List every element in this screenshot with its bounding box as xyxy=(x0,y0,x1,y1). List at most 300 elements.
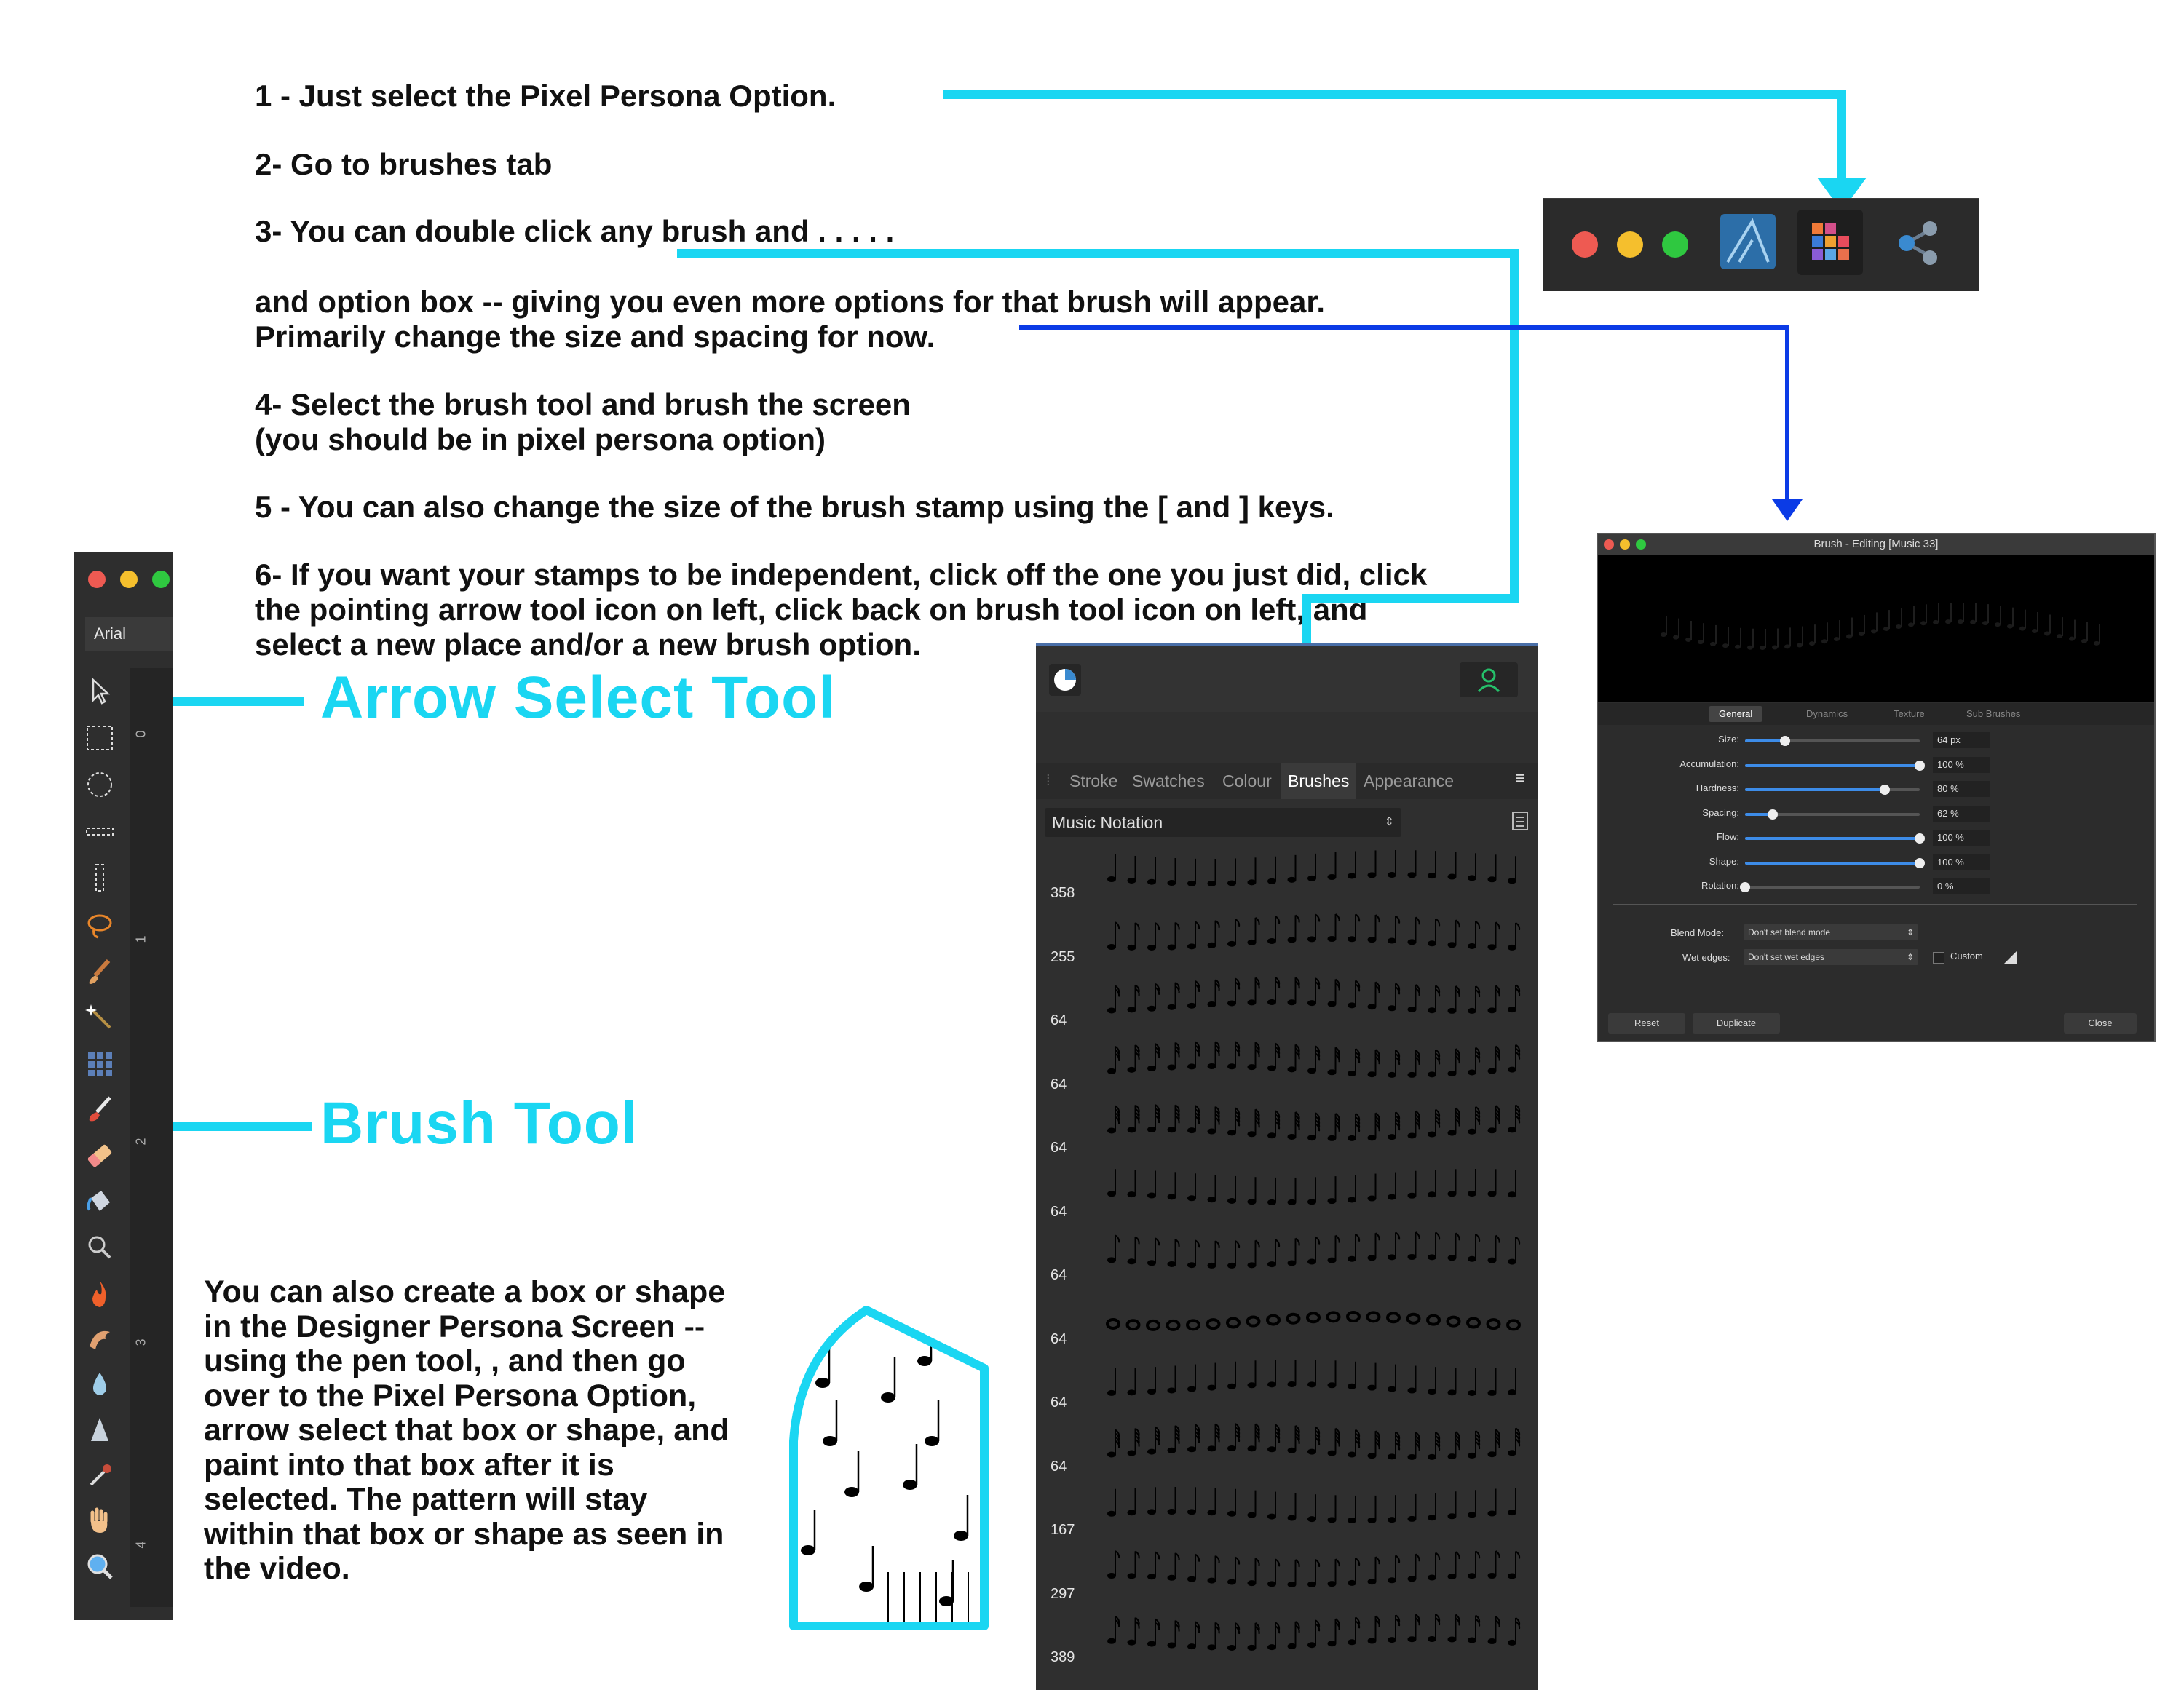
music-note-stamp xyxy=(1248,1109,1259,1137)
music-note-stamp xyxy=(1448,1614,1460,1642)
slider-fill xyxy=(1745,788,1885,791)
music-note-stamp xyxy=(1187,981,1199,1009)
column-marquee-icon[interactable] xyxy=(82,860,117,895)
music-note-stamp xyxy=(1488,1236,1500,1263)
music-note-stamp xyxy=(1168,1487,1176,1515)
slider-knob[interactable] xyxy=(1915,858,1925,868)
brush-param-label: Accumulation: xyxy=(1679,758,1739,769)
brush-param-slider[interactable] xyxy=(1745,813,1920,816)
list-view-icon[interactable] xyxy=(1512,811,1528,831)
brush-param-value[interactable]: 0 % xyxy=(1933,878,1990,894)
zoom-icon[interactable] xyxy=(82,1549,117,1584)
music-note-stamp xyxy=(1488,1169,1497,1197)
tab-texture[interactable]: Texture xyxy=(1894,708,1925,719)
move-arrow-icon[interactable] xyxy=(82,674,117,709)
preview-note-stamp xyxy=(1722,627,1728,648)
pressure-curve-icon[interactable] xyxy=(2003,949,2019,965)
music-note-stamp xyxy=(1348,1175,1356,1202)
minimize-window-button[interactable] xyxy=(1620,539,1630,550)
music-note-stamp xyxy=(1208,1042,1219,1069)
music-note-stamp xyxy=(1468,853,1476,881)
fill-bucket-icon[interactable] xyxy=(82,1185,117,1220)
brush-param-slider[interactable] xyxy=(1745,788,1920,791)
maximize-window-button[interactable] xyxy=(1662,231,1688,258)
music-note-stamp xyxy=(1227,978,1239,1006)
music-note-stamp xyxy=(1328,852,1337,880)
brush-stroke-count: 64 xyxy=(1051,1395,1067,1411)
tools-panel xyxy=(74,552,173,1620)
music-note-stamp xyxy=(1307,1046,1319,1074)
close-window-button[interactable] xyxy=(1604,539,1614,550)
tab-swatches[interactable]: Swatches xyxy=(1132,771,1205,790)
brush-list-item[interactable] xyxy=(1036,1416,1538,1479)
music-note-stamp xyxy=(1428,1232,1439,1260)
music-note-stamp xyxy=(1448,1169,1457,1197)
brush-parameters xyxy=(1598,731,2154,905)
arrowhead-dialog xyxy=(1772,499,1803,521)
dialog-title: Brush - Editing [Music 33] xyxy=(1813,538,1939,550)
music-note-stamp xyxy=(1307,1620,1319,1648)
brush-param-label: Rotation: xyxy=(1701,880,1739,891)
brush-list-item[interactable] xyxy=(1036,1225,1538,1288)
music-note-stamp xyxy=(1388,1232,1399,1260)
lasso-icon[interactable] xyxy=(82,908,117,943)
music-note-stamp xyxy=(1488,1429,1500,1457)
panel-menu-icon[interactable]: ≡ xyxy=(1515,769,1526,788)
instruction-step-4: 4- Select the brush tool and brush the screen (you should be in pixel persona option) xyxy=(255,387,911,456)
music-note-stamp xyxy=(1408,1232,1420,1260)
brush-category-select[interactable] xyxy=(1045,808,1401,837)
smudge-icon[interactable] xyxy=(82,1322,117,1357)
preview-note-stamp xyxy=(2044,615,2050,636)
export-persona-icon[interactable] xyxy=(1891,214,1946,269)
music-note-stamp xyxy=(1248,857,1257,885)
music-note-stamp xyxy=(1328,914,1340,942)
music-note-stamp xyxy=(1307,1237,1319,1265)
music-note-stamp xyxy=(1508,985,1519,1012)
music-note-stamp xyxy=(1208,1241,1219,1269)
burn-icon[interactable] xyxy=(82,1277,117,1312)
music-note-stamp xyxy=(1428,1432,1439,1459)
brush-param-row xyxy=(1598,877,2154,900)
music-note-stamp xyxy=(1488,1551,1500,1579)
brush-stroke-preview xyxy=(1101,1352,1531,1415)
music-note-stamp xyxy=(1107,1368,1116,1396)
music-note-stamp xyxy=(1408,985,1420,1012)
music-note-stamp xyxy=(1208,1622,1219,1650)
hand-icon[interactable] xyxy=(82,1504,117,1539)
music-note-stamp xyxy=(1348,1496,1356,1523)
music-note-stamp xyxy=(1187,1554,1199,1582)
brush-param-value[interactable]: 100 % xyxy=(1933,830,1990,846)
brush-param-slider[interactable] xyxy=(1745,837,1920,840)
ruler-label: 1 xyxy=(133,935,149,943)
dropdown-chevron-icon: ⇕ xyxy=(1384,816,1394,828)
music-note-stamp xyxy=(1128,1237,1139,1264)
music-note-stamp xyxy=(1208,1107,1219,1135)
brush-stroke-count: 64 xyxy=(1051,1330,1067,1347)
music-note-stamp xyxy=(1468,1490,1476,1518)
brush-stroke-preview xyxy=(1101,1098,1531,1160)
tab-general[interactable]: General xyxy=(1709,706,1762,722)
color-picker-icon[interactable] xyxy=(82,1459,117,1493)
music-note-stamp xyxy=(1227,858,1236,886)
slider-fill xyxy=(1745,764,1920,767)
tab-stroke[interactable]: Stroke xyxy=(1069,771,1118,790)
selection-brush-icon[interactable] xyxy=(82,955,117,990)
slider-knob[interactable] xyxy=(1880,785,1890,795)
music-note-stamp xyxy=(1227,1424,1239,1451)
preview-note-stamp xyxy=(1896,608,1902,629)
slider-fill xyxy=(1745,837,1920,840)
brush-param-value[interactable]: 64 px xyxy=(1933,732,1990,748)
music-note-stamp xyxy=(1448,920,1460,948)
music-note-stamp xyxy=(1227,1241,1239,1269)
slider-knob[interactable] xyxy=(1768,809,1778,820)
dialog-titlebar xyxy=(1598,534,2154,555)
music-note-stamp xyxy=(1107,1429,1119,1457)
tab-dynamics[interactable]: Dynamics xyxy=(1806,708,1848,719)
pixel-persona-icon[interactable] xyxy=(1797,210,1863,275)
music-note-stamp xyxy=(1448,1049,1460,1076)
magic-wand-icon[interactable] xyxy=(82,1000,117,1035)
wet-edges-label: Wet edges: xyxy=(1682,952,1730,963)
music-note-stamp xyxy=(1388,983,1399,1011)
wet-edges-select[interactable] xyxy=(1744,949,1918,965)
music-note-stamp xyxy=(1227,1362,1236,1389)
brush-param-label: Shape: xyxy=(1709,855,1739,867)
tool-column xyxy=(74,668,126,1607)
music-note-stamp xyxy=(1267,1043,1279,1071)
music-note-stamp xyxy=(1288,1360,1297,1387)
brush-param-value[interactable]: 62 % xyxy=(1933,806,1990,822)
arrow-step1-to-persona xyxy=(943,95,1842,180)
music-note-stamp xyxy=(1408,1614,1420,1642)
music-note-stamp xyxy=(1248,1558,1259,1586)
music-note-stamp xyxy=(1288,1314,1299,1322)
music-note-stamp xyxy=(1348,1362,1356,1389)
music-note-stamp xyxy=(1107,1489,1116,1517)
music-note-stamp xyxy=(1168,1320,1179,1329)
music-note-stamp xyxy=(1128,1488,1136,1515)
music-note-stamp xyxy=(1288,915,1299,943)
preview-note-stamp xyxy=(2019,610,2025,631)
brush-stroke-preview xyxy=(1101,1289,1531,1352)
music-note-stamp xyxy=(1348,1234,1359,1262)
music-note-stamp xyxy=(1187,1424,1199,1452)
brush-param-slider[interactable] xyxy=(1745,886,1920,889)
brush-stroke-count: 64 xyxy=(1051,1267,1067,1283)
music-note-stamp xyxy=(1248,1177,1257,1205)
music-note-stamp xyxy=(1147,1367,1156,1395)
music-note-stamp xyxy=(1368,1050,1380,1077)
music-note-stamp xyxy=(1388,1495,1396,1523)
flood-select-icon[interactable] xyxy=(82,1047,117,1082)
music-note-stamp xyxy=(1107,1169,1116,1197)
music-note-stamp xyxy=(1307,854,1316,881)
music-note-stamp xyxy=(1147,1105,1159,1132)
music-note-stamp xyxy=(1388,916,1399,943)
music-note-stamp xyxy=(1508,1170,1516,1197)
brush-stroke-count: 389 xyxy=(1051,1649,1075,1665)
brush-param-row xyxy=(1598,779,2154,803)
music-note-stamp xyxy=(1227,1557,1239,1584)
tab-colour[interactable]: Colour xyxy=(1222,771,1272,790)
slider-knob[interactable] xyxy=(1915,833,1925,844)
preview-note-stamp xyxy=(1772,629,1778,650)
music-note-stamp xyxy=(1168,1042,1179,1070)
music-note-stamp xyxy=(1328,1619,1340,1646)
music-note-stamp xyxy=(1307,1494,1316,1522)
music-note-stamp xyxy=(1388,1615,1399,1643)
music-note-stamp xyxy=(1288,1112,1299,1140)
slider-knob[interactable] xyxy=(1915,761,1925,771)
music-note-stamp xyxy=(1408,917,1420,945)
preview-note-stamp xyxy=(1760,629,1765,650)
music-note-stamp xyxy=(1147,1170,1156,1198)
row-marquee-icon[interactable] xyxy=(82,814,117,849)
music-note-stamp xyxy=(1187,1042,1199,1069)
brush-list-item[interactable] xyxy=(1036,907,1538,969)
music-note-stamp xyxy=(1428,1552,1439,1580)
music-note-stamp xyxy=(1307,1559,1319,1587)
brush-list-item[interactable] xyxy=(1036,1352,1538,1415)
brush-stroke-count: 255 xyxy=(1051,948,1075,965)
brush-param-slider[interactable] xyxy=(1745,764,1920,767)
preview-note-stamp xyxy=(1920,604,1926,625)
music-note-stamp xyxy=(1168,983,1179,1010)
brush-param-row xyxy=(1598,804,2154,828)
brush-list-item[interactable] xyxy=(1036,1034,1538,1097)
music-note-stamp xyxy=(1288,1493,1297,1521)
music-note-stamp xyxy=(1408,850,1417,878)
music-note-stamp xyxy=(1468,1368,1476,1396)
music-note-stamp xyxy=(1107,1616,1119,1644)
music-note-stamp xyxy=(1168,1425,1179,1453)
music-note-stamp xyxy=(1348,914,1359,942)
music-note-stamp xyxy=(1508,1368,1516,1395)
music-note-stamp xyxy=(1267,857,1276,884)
dialog-divider xyxy=(1613,904,2137,905)
music-note-stamp xyxy=(1368,1363,1377,1391)
music-note-stamp xyxy=(1328,1047,1340,1075)
music-note-stamp xyxy=(1508,1618,1519,1646)
brush-stroke-count: 64 xyxy=(1051,1458,1067,1475)
music-note-stamp xyxy=(1468,921,1479,948)
music-note-stamp xyxy=(1208,920,1219,948)
slider-knob[interactable] xyxy=(1740,882,1750,892)
music-note-stamp xyxy=(1388,1365,1396,1392)
music-note-stamp xyxy=(1488,985,1500,1013)
music-note-stamp xyxy=(1168,1365,1176,1393)
brush-list-item[interactable] xyxy=(1036,1480,1538,1542)
preview-note-stamp xyxy=(1735,628,1741,649)
music-note-stamp xyxy=(1248,1491,1257,1518)
brush-list-item[interactable] xyxy=(1036,843,1538,905)
preview-note-stamp xyxy=(1784,627,1790,648)
close-window-button[interactable] xyxy=(88,571,106,588)
close-window-button[interactable] xyxy=(1572,231,1598,258)
music-note-stamp xyxy=(1448,1432,1460,1459)
music-note-stamp xyxy=(1328,1495,1337,1523)
font-name-field[interactable]: Arial xyxy=(85,617,173,651)
preview-note-stamp xyxy=(1982,604,1988,625)
brush-stroke-preview xyxy=(1598,555,2154,702)
brush-param-value[interactable]: 80 % xyxy=(1933,781,1990,797)
music-note-stamp xyxy=(1208,1488,1216,1515)
music-note-stamp xyxy=(1488,854,1497,882)
blur-icon[interactable] xyxy=(82,1367,117,1402)
music-note-stamp xyxy=(1348,1114,1359,1141)
close-button[interactable]: Close xyxy=(2064,1013,2137,1034)
user-profile-icon[interactable] xyxy=(1460,662,1518,697)
brush-param-value[interactable]: 100 % xyxy=(1933,854,1990,870)
duplicate-button[interactable]: Duplicate xyxy=(1693,1013,1780,1034)
brush-stroke-count: 64 xyxy=(1051,1012,1067,1028)
brush-list-item[interactable] xyxy=(1036,1098,1538,1160)
music-note-stamp xyxy=(1328,1176,1337,1204)
music-note-stamp xyxy=(1448,1108,1460,1136)
brush-list-item[interactable] xyxy=(1036,1289,1538,1352)
music-note-stamp xyxy=(1388,1555,1399,1583)
music-note-stamp xyxy=(1428,1614,1439,1642)
preview-note-stamp xyxy=(1661,616,1666,637)
dialog-tabs xyxy=(1598,703,2154,725)
music-note-stamp xyxy=(1208,859,1216,886)
music-note-stamp xyxy=(1227,919,1239,946)
brush-list-item[interactable] xyxy=(1036,1607,1538,1670)
instruction-step-6: 6- If you want your stamps to be independent, click off the one you just did, click the pointing arrow tool icon on left, click back on brush tool icon on left, and select a new place and/or a new brush option. xyxy=(255,558,1428,662)
music-note-stamp xyxy=(1168,1621,1179,1649)
paint-brush-icon[interactable] xyxy=(82,1092,117,1127)
minimize-window-button[interactable] xyxy=(120,571,138,588)
brush-param-slider[interactable] xyxy=(1745,739,1920,742)
music-note-stamp xyxy=(1468,1551,1479,1579)
brush-list-item[interactable] xyxy=(1036,1162,1538,1224)
music-note-stamp xyxy=(1388,1050,1399,1077)
preview-note-stamp xyxy=(1958,603,1963,624)
music-note-stamp xyxy=(1267,1111,1279,1138)
music-note-stamp xyxy=(1267,1559,1279,1587)
music-note-stamp xyxy=(1488,1488,1497,1516)
custom-checkbox[interactable] xyxy=(1933,952,1944,964)
brush-param-value[interactable]: 100 % xyxy=(1933,757,1990,773)
blend-mode-select[interactable] xyxy=(1744,924,1918,940)
music-note-stamp xyxy=(1187,1365,1196,1392)
brush-stroke-count: 64 xyxy=(1051,1076,1067,1092)
music-note-stamp xyxy=(1267,1315,1279,1324)
brush-stroke-preview xyxy=(1101,1034,1531,1097)
music-note-stamp xyxy=(1147,1043,1159,1071)
music-note-stamp xyxy=(1368,850,1377,878)
music-note-stamp xyxy=(1428,1170,1436,1197)
brush-list xyxy=(1036,843,1538,1687)
tab-brushes[interactable]: Brushes xyxy=(1281,763,1356,799)
tab-sub-brushes[interactable]: Sub Brushes xyxy=(1966,708,2021,719)
music-note-stamp xyxy=(1328,1312,1340,1321)
music-note-stamp xyxy=(1307,1360,1316,1387)
preview-note-stamp xyxy=(1871,612,1877,633)
ruler-label: 3 xyxy=(133,1338,149,1346)
eraser-icon[interactable] xyxy=(82,1138,117,1173)
music-note-stamp xyxy=(1267,1177,1276,1205)
music-note-stamp xyxy=(1307,1177,1316,1205)
music-note-stamp xyxy=(1128,1170,1136,1197)
music-note-stamp xyxy=(1187,1240,1199,1268)
brush-list-item[interactable] xyxy=(1036,1544,1538,1606)
music-note-stamp xyxy=(1368,1173,1377,1201)
music-note-stamp xyxy=(1227,1175,1236,1203)
music-note-stamp xyxy=(1227,1318,1239,1327)
preview-note-stamp xyxy=(2057,617,2062,638)
preview-note-stamp xyxy=(1846,618,1852,639)
music-note-stamp xyxy=(1508,1237,1519,1265)
music-note-stamp xyxy=(1368,1233,1380,1261)
reset-button[interactable]: Reset xyxy=(1608,1013,1685,1034)
minimize-window-button[interactable] xyxy=(1617,231,1643,258)
ellipse-marquee-icon[interactable] xyxy=(82,767,117,802)
music-note-stamp xyxy=(1388,1112,1399,1140)
sharpen-icon[interactable] xyxy=(82,1412,117,1447)
music-note-stamp xyxy=(1248,1360,1257,1388)
persona-toolbar xyxy=(1543,198,1979,291)
music-note-stamp xyxy=(1147,857,1156,885)
music-note-stamp xyxy=(1288,855,1297,883)
music-note-stamp xyxy=(1307,978,1319,1006)
music-note-stamp xyxy=(1408,1554,1420,1582)
music-note-stamp xyxy=(1348,1429,1359,1457)
panel-grip-icon[interactable]: ⁞ xyxy=(1046,773,1051,789)
slider-knob[interactable] xyxy=(1780,736,1790,746)
music-note-stamp xyxy=(1448,1317,1460,1325)
music-note-stamp xyxy=(1267,916,1279,943)
preview-note-stamp xyxy=(1685,621,1691,642)
preview-note-stamp xyxy=(1908,606,1914,627)
music-note-stamp xyxy=(1488,1616,1500,1644)
brush-stroke-preview xyxy=(1101,970,1531,1033)
color-wheel-icon[interactable] xyxy=(1049,664,1081,696)
music-note-stamp xyxy=(1428,919,1439,946)
maximize-window-button[interactable] xyxy=(1636,539,1646,550)
rect-marquee-icon[interactable] xyxy=(82,721,117,755)
ruler-label: 4 xyxy=(133,1541,149,1549)
music-note-stamp xyxy=(1468,1318,1479,1327)
tab-appearance[interactable]: Appearance xyxy=(1364,771,1455,790)
music-note-stamp xyxy=(1408,1111,1420,1138)
clone-icon[interactable] xyxy=(82,1230,117,1265)
music-note-stamp xyxy=(1128,1368,1136,1395)
designer-persona-icon[interactable] xyxy=(1720,214,1776,269)
music-note-stamp xyxy=(1168,858,1176,886)
music-note-stamp xyxy=(1508,1105,1519,1132)
music-note-stamp xyxy=(1208,1424,1219,1451)
music-note-stamp xyxy=(1288,977,1299,1005)
preview-note-stamp xyxy=(2007,608,2013,629)
blend-mode-value: Don't set blend mode xyxy=(1748,927,1831,937)
brush-param-slider[interactable] xyxy=(1745,862,1920,865)
brush-list-item[interactable] xyxy=(1036,970,1538,1033)
music-note-stamp xyxy=(1468,1169,1476,1197)
music-note-stamp xyxy=(1288,1425,1299,1453)
preview-note-stamp xyxy=(1698,623,1704,644)
maximize-window-button[interactable] xyxy=(152,571,170,588)
music-note-stamp xyxy=(1107,1551,1119,1579)
music-note-stamp xyxy=(1348,1312,1359,1321)
music-note-stamp xyxy=(1408,1366,1417,1394)
music-note-stamp xyxy=(1328,1428,1340,1456)
music-note-stamp xyxy=(1508,1044,1519,1072)
music-note-stamp xyxy=(1368,1113,1380,1140)
